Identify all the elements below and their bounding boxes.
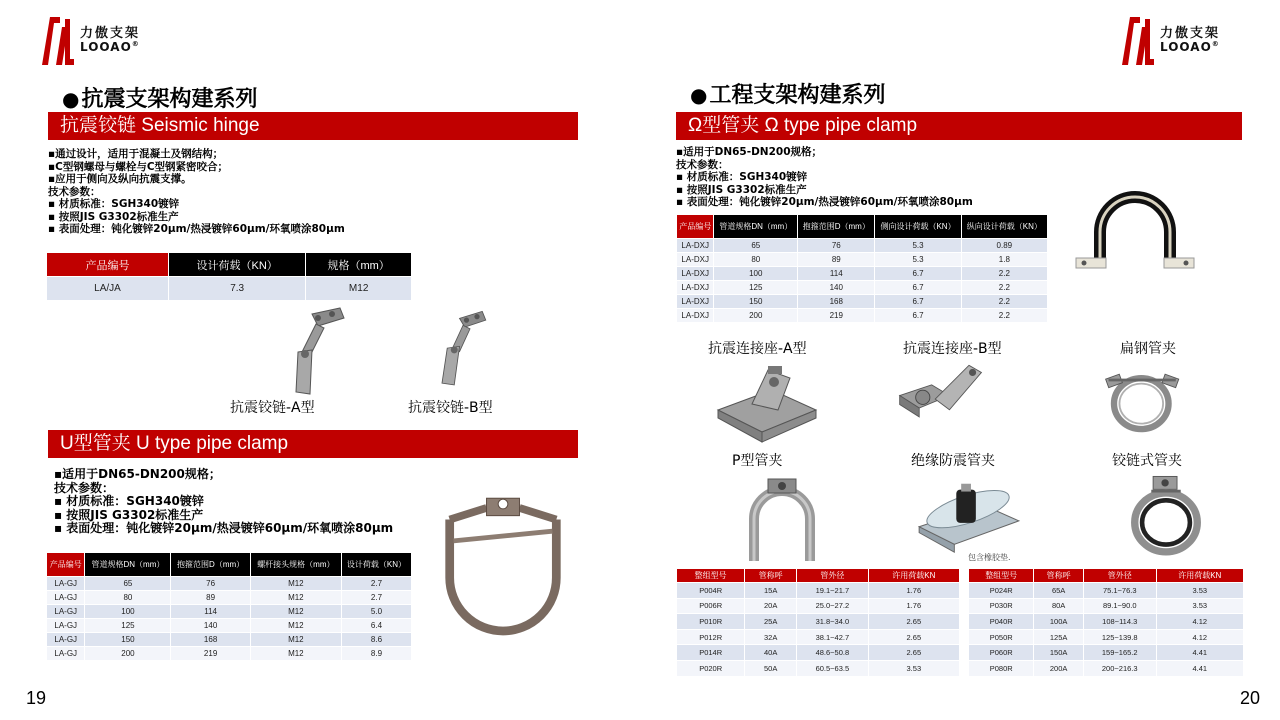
p-clamp-table-right: 整组型号 管称呼 管外径 许用荷载KN P024R 65A 75.1~76.3 3.53 P030R 80A 89.1~90.0 3.53 P040R 100A 108~114.3 4.12 P050R 125A 125~139.8 4.12 P060R 150A 159~165.2 4.41 P080R 200A 200~216.3 4.41 <box>968 568 1244 677</box>
table-row: LA-GJ 150 168 M12 8.6 <box>47 633 412 647</box>
table-row: P030R 80A 89.1~90.0 3.53 <box>969 598 1244 614</box>
seismic-base-a-image <box>712 360 822 450</box>
p-clamp-image <box>732 474 832 566</box>
table-row: LA-DXJ 80 89 5.3 1.8 <box>677 253 1048 267</box>
logo-cn: 力傲支架 <box>80 25 141 41</box>
table-row: P014R 40A 48.6~50.8 2.65 <box>677 645 960 661</box>
caption-p-clamp: P型管夹 <box>732 453 783 469</box>
omega-clamp-bar: Ω型管夹 Ω type pipe clamp <box>676 112 1242 140</box>
logo-cn: 力傲支架 <box>1160 25 1221 41</box>
table-row: P024R 65A 75.1~76.3 3.53 <box>969 583 1244 599</box>
logo-mark-icon <box>40 13 76 67</box>
hinged-clamp-image <box>1120 472 1212 560</box>
p-clamp-table-left: 整组型号 管称呼 管外径 许用荷载KN P004R 15A 19.1~21.7 1.76 P006R 20A 25.0~27.2 1.76 P010R 25A 31.8~34.0 2.65 P012R 32A 38.1~42.7 2.65 P014R 40A 48.6~50.8 2.65 P020R 50A 60.5~63.5 3.53 <box>676 568 960 677</box>
page-number-right: 20 <box>1240 688 1261 708</box>
logo-en: LOOAO® <box>1160 39 1220 54</box>
logo-en: LOOAO® <box>80 39 140 54</box>
table-row: P060R 150A 159~165.2 4.41 <box>969 645 1244 661</box>
omega-clamp-desc: ▪适用于DN65-DN200规格； 技术参数： ▪ 材质标准：SGH340镀锌 ▪ 按照JIS G3302标准生产 ▪ 表面处理：钝化镀锌20μm/热浸镀锌60μm/环氧喷涂80μm <box>676 146 973 208</box>
seismic-hinge-a-image <box>272 306 352 396</box>
page-number-left: 19 <box>26 688 47 708</box>
table-row: LA-DXJ 125 140 6.7 2.2 <box>677 281 1048 295</box>
caption-insulated-clamp: 绝缘防震管夹 <box>911 453 995 469</box>
table-row: LA-GJ 80 89 M12 2.7 <box>47 591 412 605</box>
table-row: P012R 32A 38.1~42.7 2.65 <box>677 629 960 645</box>
bullet-icon: ● <box>690 83 708 107</box>
caption-seismic-hinge-b: 抗震铰链-B型 <box>408 400 493 416</box>
table-row: P004R 15A 19.1~21.7 1.76 <box>677 583 960 599</box>
caption-seismic-base-a: 抗震连接座-A型 <box>708 341 807 357</box>
table-row: LA-DXJ 200 219 6.7 2.2 <box>677 309 1048 323</box>
table-row: LA-GJ 200 219 M12 8.9 <box>47 647 412 661</box>
u-clamp-bar: U型管夹 U type pipe clamp <box>48 430 578 458</box>
bullet-icon: ● <box>62 87 80 111</box>
caption-flat-steel-clamp: 扁钢管夹 <box>1120 341 1176 357</box>
table-row: P010R 25A 31.8~34.0 2.65 <box>677 614 960 630</box>
table-row: LA-DXJ 150 168 6.7 2.2 <box>677 295 1048 309</box>
caption-seismic-base-b: 抗震连接座-B型 <box>903 341 1002 357</box>
table-row: P040R 100A 108~114.3 4.12 <box>969 614 1244 630</box>
table-row: LA-DXJ 65 76 5.3 0.89 <box>677 239 1048 253</box>
table-row: LA-DXJ 100 114 6.7 2.2 <box>677 267 1048 281</box>
insulated-clamp-image <box>914 472 1024 560</box>
seismic-base-b-image <box>890 360 1000 440</box>
logo-right <box>1120 12 1220 68</box>
omega-clamp-image <box>1070 190 1200 280</box>
section-title-seismic: ●抗震支架构建系列 <box>62 87 258 112</box>
section-title-engineering: ●工程支架构建系列 <box>690 83 886 108</box>
caption-hinged-clamp: 铰链式管夹 <box>1112 453 1182 469</box>
flat-steel-clamp-image <box>1094 362 1194 438</box>
table-row: P006R 20A 25.0~27.2 1.76 <box>677 598 960 614</box>
table-row: P020R 50A 60.5~63.5 3.53 <box>677 660 960 676</box>
table-row: P050R 125A 125~139.8 4.12 <box>969 629 1244 645</box>
omega-clamp-table: 产品编号 管道规格DN（mm） 抱箍范围D（mm） 侧向设计荷载（KN） 纵向设计荷载（KN） LA-DXJ 65 76 5.3 0.89 LA-DXJ 80 89 5.3 1.8 LA-DXJ 100 114 6.7 2.2 LA-DXJ 125 140 6.7 2.2 LA-DXJ 150 168 6.7 2.2 LA-DXJ 200 219 6.7 2.2 <box>676 214 1048 323</box>
insulated-clamp-note: 包含橡胶垫. <box>968 553 1011 562</box>
table-row: LA-GJ 65 76 M12 2.7 <box>47 577 412 591</box>
seismic-hinge-desc: ▪通过设计，适用于混凝土及钢结构； ▪C型钢螺母与螺栓与C型钢紧密咬合； ▪应用于侧向及纵向抗震支撑。 技术参数： ▪ 材质标准：SGH340镀锌 ▪ 按照JIS G3302标准生产 ▪ 表面处理：钝化镀锌20μm/热浸镀锌60μm/环氧喷涂80μm <box>48 148 345 235</box>
seismic-hinge-bar: 抗震铰链 Seismic hinge <box>48 112 578 140</box>
u-clamp-table: 产品编号 管道规格DN（mm） 抱箍范围D（mm） 螺杆接头规格（mm） 设计荷载（KN） LA-GJ 65 76 M12 2.7 LA-GJ 80 89 M12 2.7 LA-GJ 100 114 M12 5.0 LA-GJ 125 140 M12 6.4 LA-GJ 150 168 M12 8.6 LA-GJ 200 219 M12 8.9 <box>46 552 412 661</box>
caption-seismic-hinge-a: 抗震铰链-A型 <box>230 400 315 416</box>
seismic-hinge-b-image <box>428 306 498 392</box>
table-row: P080R 200A 200~216.3 4.41 <box>969 660 1244 676</box>
logo-left <box>40 12 140 68</box>
table-row: LA-GJ 125 140 M12 6.4 <box>47 619 412 633</box>
table-row: LA/JA 7.3 M12 <box>47 277 412 301</box>
table-row: LA-GJ 100 114 M12 5.0 <box>47 605 412 619</box>
u-clamp-image <box>440 490 566 646</box>
logo-mark-icon <box>1120 13 1156 67</box>
u-clamp-desc: ▪适用于DN65-DN200规格； 技术参数： ▪ 材质标准：SGH340镀锌 ▪ 按照JIS G3302标准生产 ▪ 表面处理：钝化镀锌20μm/热浸镀锌60μm/环氧喷涂80μm <box>54 467 394 535</box>
seismic-hinge-table: 产品编号 设计荷载（KN） 规格（mm） LA/JA 7.3 M12 <box>46 252 412 301</box>
